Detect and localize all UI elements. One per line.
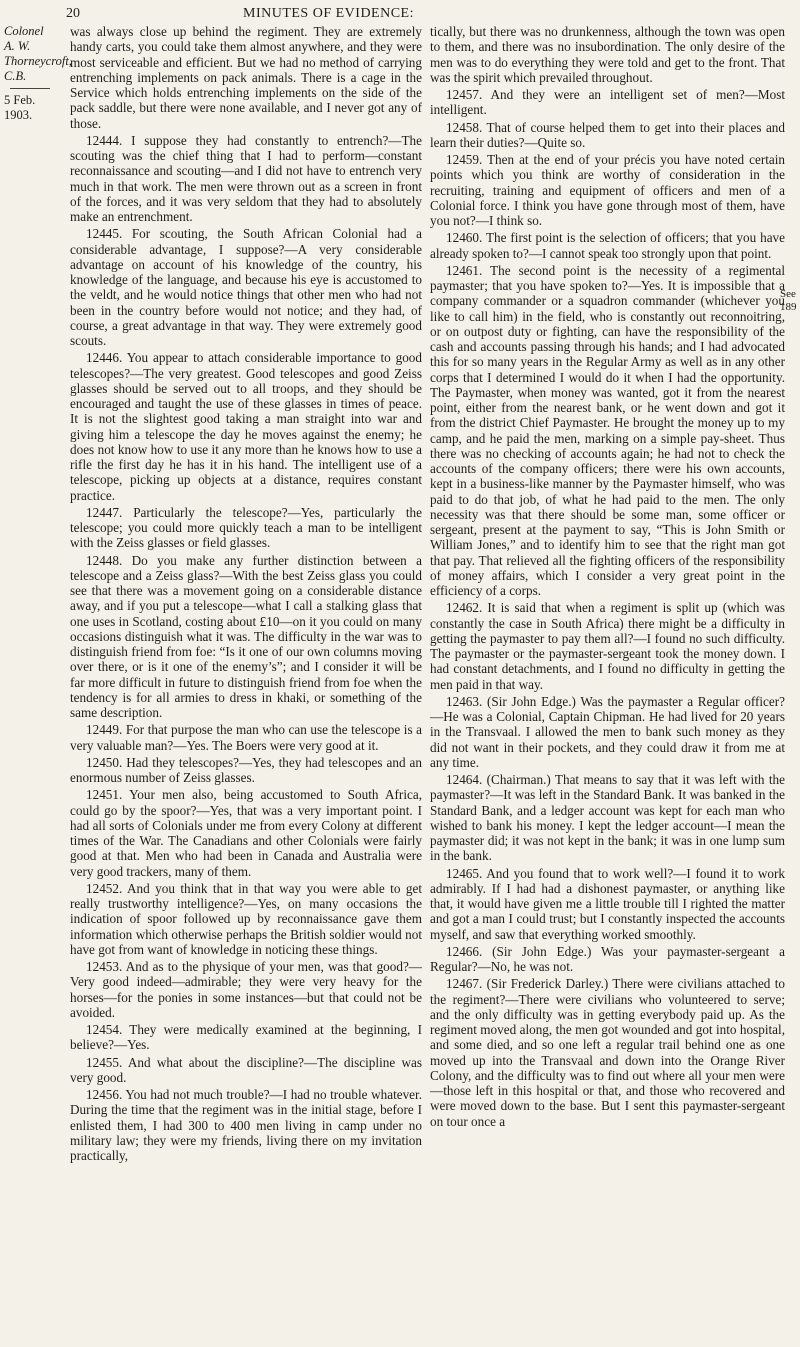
witness-title: Colonel (4, 24, 44, 38)
sidenote-divider (10, 88, 50, 89)
paragraph: 12457. And they were an intelligent set of men?—Most intelligent. (430, 87, 785, 118)
paragraph: 12454. They were medically examined at the beginning, I believe?—Yes. (70, 1022, 422, 1053)
paragraph: 12466. (Sir John Edge.) Was your paymaster-sergeant a Regular?—No, he was not. (430, 943, 785, 974)
paragraph: 12460. The first point is the selection of officers; that you have already spoken to?—I cannot speak too strongly upon that point. (430, 230, 785, 261)
paragraph: was always close up behind the regiment. They are extremely handy carts, you could take them almost anywhere, and they were most serviceable and efficient. But we had no method of carrying entrenching implements on pack animals. There is a cage in the Service which holds entrenching implements on the side of the pack saddle, but there were none available, and I never got any of those. (70, 24, 422, 131)
paragraph: tically, but there was no drunkenness, although the town was open to them, and there was no insubordination. The only desire of the men was to do everything they were told and get to the front. That was the spirit which prevailed throughout. (430, 24, 785, 85)
cross-reference-number: 189 (780, 301, 797, 313)
paragraph: 12461. The second point is the necessity of a regimental paymaster; that you have spoken to?—Yes. It is impossible that a company commander or a squadron commander (whichever you like to call him) in the field, who is constantly out reconnoitring, or on outpost duty or fighting, can have the responsibility of the cash and accounts passing through his hands; and I had advocated this for so many years in the Regular Army as well as in any other corps that I determined I would do it when I had the opportunity. The Paymaster, when money was wanted, got it from the nearest point, either from the nearest bank, or he went down and got it from the district Chief Paymaster. He brought the money up to my camp, and he paid the men, marking on a simple pay-sheet. Thus there was no checking of accounts again; he had not to check the accounts of the company officers; there were his own accounts, kept in a business-like manner by the Paymaster himself, who was paid to do that job, of what he had paid to the men. The only necessity was that there should be some man, some officer or sergeant, present at the payment to say, “This is John Smith or William Jones,” and to identify him to see that the right man got that pay. That relieved all the fighting officers of the responsibility of money affairs, which I consider a very great point in the efficiency of a corps. (430, 262, 785, 598)
witness-sidenote (4, 24, 72, 123)
witness-name: Thorneycroft, (4, 54, 72, 68)
paragraph: 12446. You appear to attach considerable importance to good telescopes?—The very greatest. Good telescopes and good Zeiss glasses should be served out to all troops, and they should be encouraged and taught the use of these glasses in times of peace. It is not the slightest good taking a man straight into war and giving him a telescope the day he moves against the enemy; he does not know how to use it any more than he knows how to use a rifle the first day he has it in his hand. The intelligent use of a telescope, picking up objects at a distance, requires constant practice. (70, 350, 422, 503)
paragraph: 12447. Particularly the telescope?—Yes, particularly the telescope; you could more quickly teach a man to be intelligent with the Zeiss glasses or field glasses. (70, 504, 422, 551)
left-column (70, 24, 422, 1165)
paragraph: 12444. I suppose they had constantly to entrench?—The scouting was the chief thing that I had to perform—constant reconnaissance and scouting—and I did not have to entrench very much in that work. The men were thrown out as a screen in front of the forces, and it was very seldom that they had to absolutely make an entrenchment. (70, 132, 422, 224)
paragraph: 12445. For scouting, the South African Colonial had a considerable advantage, I suppose?—A very considerable advantage on account of his knowledge of the country, his knowledge of the language, and because his eye is accustomed to the veldt, and he would notice things that other men who had not been in the country before would not notice; and they had, of course, a great advantage in that way. They were extremely good scouts. (70, 226, 422, 348)
right-column (430, 24, 785, 1131)
running-title: MINUTES OF EVIDENCE: (243, 6, 414, 21)
witness-initials: A. W. (4, 39, 31, 53)
cross-reference-see: See (780, 288, 796, 300)
paragraph: 12450. Had they telescopes?—Yes, they had telescopes and an enormous number of Zeiss glasses. (70, 754, 422, 785)
paragraph: 12449. For that purpose the man who can use the telescope is a very valuable man?—Yes. The Boers were very good at it. (70, 722, 422, 753)
paragraph: 12459. Then at the end of your précis you have noted certain points which you think are worthy of consideration in the recruiting, training and equipment of officers and men of a Colonial force. I think you have gone through most of them, have you not?—I think so. (430, 152, 785, 228)
witness-honours: C.B. (4, 69, 27, 83)
paragraph: 12455. And what about the discipline?—The discipline was very good. (70, 1054, 422, 1085)
paragraph: 12463. (Sir John Edge.) Was the paymaster a Regular officer?—He was a Colonial, Captain Chipman. He had lived for 20 years in the Transvaal. I allowed the men to bank such money as they did not want in their pockets, and they could draw it from me at any time. (430, 693, 785, 770)
paragraph: 12453. And as to the physique of your men, was that good?—Very good indeed—admirable; they were very heavy for the horses—for the ponies in some instances—but that could not be avoided. (70, 959, 422, 1020)
paragraph: 12464. (Chairman.) That means to say that it was left with the paymaster?—It was left in the Standard Bank. It was banked in the Standard Bank, and a ledger account was kept for each man who wished to bank his money. I kept the ledger account—I mean the paymaster did; it was not kept in the bank; it was in one lump sum in the bank. (430, 772, 785, 864)
paragraph: 12465. And you found that to work well?—I found it to work admirably. If I had had a dishonest paymaster, or anything like that, it would have given me a little trouble till I righted the matter and got a man I could trust; but I constantly inspected the accounts myself, and saw that everything worked smoothly. (430, 865, 785, 942)
paragraph: 12452. And you think that in that way you were able to get really trustworthy intelligence?—Yes, on many occasions the indication of spoor followed up by reconnaissance gave them information which otherwise perhaps the British soldier would not have got from want of knowledge in noticing these things. (70, 880, 422, 957)
paragraph: 12458. That of course helped them to get into their places and learn their duties?—Quite so. (430, 119, 785, 150)
paragraph: 12467. (Sir Frederick Darley.) There were civilians attached to the regiment?—There were civilians who volunteered to serve; and the only difficulty was in getting everybody paid up. As the regiment moved along, the men got wounded and got into hospital, and some died, and so one left a regular trail behind one as one moved up into the Transvaal and down into the Orange River Colony, and the difficulty was to find out where all your men were—those left in this hospital or that, and those who recovered and were moved down to the base. But I sent this paymaster-sergeant on tour once a (430, 976, 785, 1129)
paragraph: 12448. Do you make any further distinction between a telescope and a Zeiss glass?—With the best Zeiss glass you could see that there was a movement going on a considerable distance away, and if you put a telescope—what I call a stalking glass that one uses in Scotland, costing about £10—on it you could on many occasions distinguish what it was. The difficulty in the war was to distinguish friend from foe: “Is it one of our own columns moving over there, or is it one of the enemy’s”; and I consider it will be far more difficult in future to distinguish friend from foe when the tendency is for all armies to dress in khaki, or something of the same description. (70, 552, 422, 720)
paragraph: 12451. Your men also, being accustomed to South Africa, could go by the spoor?—Yes, that was a very important point. I had all sorts of Colonials under me from every Colony at different times of the War. The Canadians and other Colonials were fairly good at that. Men who had been in Canada and Australia were very good trackers, many of them. (70, 787, 422, 879)
evidence-date: 5 Feb. 1903. (4, 93, 36, 122)
paragraph: 12456. You had not much trouble?—I had no trouble whatever. During the time that the regiment was in the initial stage, before I enlisted them, I had 300 to 400 men living in camp under no military law; they were my friends, living there on my invitation practically, (70, 1087, 422, 1163)
paragraph: 12462. It is said that when a regiment is split up (which was constantly the case in South Africa) there might be a difficulty in getting the paymaster to pay them all?—I found no such difficulty. The paymaster or the paymaster-sergeant took the money down. I had constant detachments, and I found no difficulty in getting the men paid in that way. (430, 600, 785, 692)
page-number: 20 (66, 6, 80, 21)
